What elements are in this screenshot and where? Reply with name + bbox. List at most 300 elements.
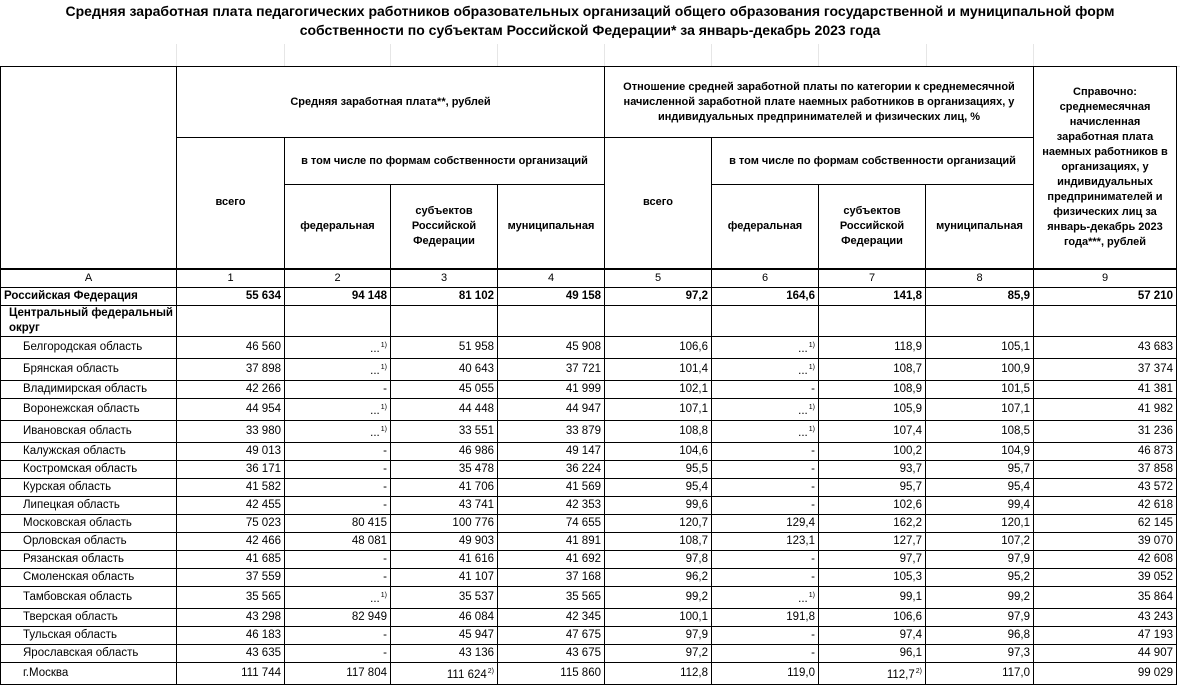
region-name: Воронежская область — [1, 398, 177, 420]
value-cell — [926, 514, 1034, 532]
cell-value: 80 415 — [351, 516, 387, 529]
value-cell — [285, 550, 391, 568]
value-cell — [285, 586, 391, 608]
cell-value: 41 107 — [458, 570, 494, 583]
value-cell — [498, 626, 605, 644]
header-reference: Справочно: среднемесячная начисленная заработная плата наемных работников в организациях, у индивидуальных предпринимателей и физических лиц за январь-декабрь 2023 года***, рублей — [1034, 67, 1177, 269]
cell-value: - — [811, 480, 815, 493]
cell-value: 51 958 — [458, 340, 494, 353]
cell-value: 100,2 — [893, 444, 922, 457]
value-cell — [285, 398, 391, 420]
cell-value: 97,9 — [1007, 552, 1030, 565]
cell-value: 97,2 — [685, 646, 708, 659]
cell-value: 100,1 — [679, 610, 708, 623]
cell-value: 41 582 — [245, 480, 281, 493]
cell-value: - — [811, 498, 815, 511]
value-cell — [926, 550, 1034, 568]
cell-value: 33 551 — [458, 424, 494, 437]
value-cell — [605, 586, 712, 608]
value-cell — [926, 586, 1034, 608]
value-cell — [177, 644, 285, 662]
value-cell — [177, 442, 285, 460]
cell-value: 39 070 — [1137, 534, 1173, 547]
cell-value: 62 145 — [1137, 516, 1173, 529]
cell-value: 41 891 — [565, 534, 601, 547]
value-cell — [605, 358, 712, 380]
region-name: Ярославская область — [1, 644, 177, 662]
cell-value: 101,4 — [679, 362, 708, 375]
cell-value: 97,7 — [899, 552, 922, 565]
total-cell: 164,6 — [712, 287, 819, 305]
cell-value: ... — [798, 592, 808, 605]
value-cell — [605, 568, 712, 586]
cell-value: 44 947 — [565, 402, 601, 415]
value-cell — [177, 608, 285, 626]
value-cell — [498, 496, 605, 514]
value-cell — [177, 478, 285, 496]
value-cell — [1034, 460, 1177, 478]
value-cell — [819, 478, 926, 496]
cell-value: ... — [370, 592, 380, 605]
cell-value: ... — [370, 364, 380, 377]
cell-value: 43 741 — [458, 498, 494, 511]
value-cell — [712, 496, 819, 514]
value-cell — [712, 420, 819, 442]
cell-value: 37 898 — [245, 362, 281, 375]
title-line-1: Средняя заработная плата педагогических работников образовательных организаций общего образования государственной и муниципальной форм — [65, 3, 1115, 19]
cell-value: 75 023 — [245, 516, 281, 529]
cell-value: 105,3 — [893, 570, 922, 583]
cell-value: 97,3 — [1007, 646, 1030, 659]
value-cell — [712, 550, 819, 568]
footnote-mark: 1) — [808, 403, 815, 411]
value-cell — [605, 662, 712, 684]
cell-value: - — [811, 462, 815, 475]
value-cell — [391, 496, 498, 514]
value-cell — [819, 568, 926, 586]
cell-value: 120,7 — [679, 516, 708, 529]
cell-value: 95,4 — [1007, 480, 1030, 493]
header-municipal-2: муниципальная — [926, 185, 1034, 269]
value-cell — [285, 568, 391, 586]
value-cell — [605, 644, 712, 662]
header-subjects-1: субъектов Российской Федерации — [391, 185, 498, 269]
cell-value: 42 455 — [245, 498, 281, 511]
total-cell: 97,2 — [605, 287, 712, 305]
cell-value: 127,7 — [893, 534, 922, 547]
total-row — [1, 287, 1177, 305]
total-row-name: Российская Федерация — [1, 287, 177, 305]
header-total-2: всего — [605, 138, 712, 269]
table-row — [1, 644, 1177, 662]
cell-value: 49 903 — [458, 534, 494, 547]
cell-value: 104,6 — [679, 444, 708, 457]
footnote-mark: 1) — [380, 425, 387, 433]
value-cell — [926, 662, 1034, 684]
table-row — [1, 358, 1177, 380]
table-row — [1, 460, 1177, 478]
value-cell — [712, 608, 819, 626]
table-row — [1, 336, 1177, 358]
column-letters-row — [1, 269, 1177, 288]
value-cell — [1034, 442, 1177, 460]
table-row — [1, 496, 1177, 514]
value-cell — [926, 568, 1034, 586]
cell-value: 42 353 — [565, 498, 601, 511]
col-letter: 6 — [712, 269, 819, 288]
table-row — [1, 398, 1177, 420]
footnote-mark: 1) — [380, 341, 387, 349]
footnote-mark: 1) — [380, 591, 387, 599]
cell-value: 97,8 — [685, 552, 708, 565]
cell-value: 123,1 — [786, 534, 815, 547]
region-name: Рязанская область — [1, 550, 177, 568]
value-cell — [285, 496, 391, 514]
cell-value: - — [811, 646, 815, 659]
value-cell — [926, 398, 1034, 420]
value-cell — [926, 644, 1034, 662]
cell-value: 44 448 — [458, 402, 494, 415]
cell-value: 45 947 — [458, 628, 494, 641]
cell-value: 41 685 — [245, 552, 281, 565]
footnote-mark: 1) — [380, 363, 387, 371]
cell-value: 96,1 — [899, 646, 922, 659]
value-cell — [712, 532, 819, 550]
value-cell — [391, 568, 498, 586]
value-cell — [605, 608, 712, 626]
header-total-1: всего — [177, 138, 285, 269]
value-cell — [285, 644, 391, 662]
value-cell — [819, 644, 926, 662]
value-cell — [712, 644, 819, 662]
cell-value: 108,9 — [893, 382, 922, 395]
cell-value: 37 721 — [565, 362, 601, 375]
value-cell — [605, 380, 712, 398]
value-cell — [498, 380, 605, 398]
cell-value: 33 980 — [245, 424, 281, 437]
cell-value: 82 949 — [351, 610, 387, 623]
region-name: Смоленская область — [1, 568, 177, 586]
header-ratio: Отношение средней заработной платы по категории к среднемесячной начисленной заработной плате наемных работников в организациях, у индивидуальных предпринимателей и физических лиц, % — [605, 67, 1034, 138]
value-cell — [605, 336, 712, 358]
value-cell — [1034, 550, 1177, 568]
region-name: г.Москва — [1, 662, 177, 684]
corner-cell — [1, 67, 177, 269]
footnote-mark: 1) — [808, 425, 815, 433]
cell-value: 43 635 — [245, 646, 281, 659]
cell-value: 106,6 — [679, 340, 708, 353]
value-cell — [285, 478, 391, 496]
value-cell — [498, 514, 605, 532]
value-cell — [1034, 626, 1177, 644]
value-cell — [391, 442, 498, 460]
value-cell — [391, 626, 498, 644]
value-cell — [498, 442, 605, 460]
table-row — [1, 568, 1177, 586]
value-cell — [819, 496, 926, 514]
cell-value: 108,5 — [1001, 424, 1030, 437]
value-cell — [605, 514, 712, 532]
value-cell — [177, 420, 285, 442]
cell-value: 95,7 — [899, 480, 922, 493]
value-cell — [605, 460, 712, 478]
value-cell — [498, 608, 605, 626]
cell-value: 46 084 — [458, 610, 494, 623]
sheet-gridlines — [0, 44, 1180, 67]
value-cell — [498, 358, 605, 380]
total-cell: 94 148 — [285, 287, 391, 305]
value-cell — [177, 496, 285, 514]
cell-value: 102,1 — [679, 382, 708, 395]
cell-value: 119,0 — [787, 666, 815, 679]
table-row — [1, 420, 1177, 442]
cell-value: 162,2 — [893, 516, 922, 529]
cell-value: 108,7 — [679, 534, 708, 547]
header-by-forms-1: в том числе по формам собственности организаций — [285, 138, 605, 185]
value-cell — [819, 336, 926, 358]
header-federal-1: федеральная — [285, 185, 391, 269]
cell-value: - — [811, 444, 815, 457]
value-cell — [391, 550, 498, 568]
value-cell — [819, 460, 926, 478]
cell-value: 99,2 — [685, 590, 708, 603]
cell-value: 33 879 — [565, 424, 601, 437]
value-cell — [177, 550, 285, 568]
value-cell — [498, 478, 605, 496]
cell-value: 74 655 — [565, 516, 601, 529]
total-cell: 141,8 — [819, 287, 926, 305]
table-row — [1, 662, 1177, 684]
value-cell — [498, 532, 605, 550]
header-avg-salary: Средняя заработная плата**, рублей — [177, 67, 605, 138]
col-letter: 5 — [605, 269, 712, 288]
region-name: Курская область — [1, 478, 177, 496]
value-cell — [285, 420, 391, 442]
value-cell — [498, 644, 605, 662]
value-cell — [926, 358, 1034, 380]
value-cell — [712, 442, 819, 460]
cell-value: ... — [798, 342, 808, 355]
value-cell — [285, 380, 391, 398]
cell-value: 42 466 — [245, 534, 281, 547]
region-name: Московская область — [1, 514, 177, 532]
cell-value: 118,9 — [894, 340, 922, 353]
cell-value: 107,4 — [893, 424, 922, 437]
value-cell — [712, 478, 819, 496]
cell-value: - — [811, 382, 815, 395]
cell-value: 100 776 — [452, 516, 494, 529]
cell-value: 42 608 — [1137, 552, 1173, 565]
value-cell — [177, 586, 285, 608]
footnote-mark: 2) — [915, 667, 922, 675]
cell-value: 105,1 — [1001, 340, 1030, 353]
value-cell — [177, 380, 285, 398]
value-cell — [605, 420, 712, 442]
cell-value: 42 345 — [565, 610, 601, 623]
value-cell — [605, 626, 712, 644]
cell-value: - — [383, 444, 387, 457]
value-cell — [712, 586, 819, 608]
col-letter: 3 — [391, 269, 498, 288]
cell-value: 37 559 — [245, 570, 281, 583]
cell-value: - — [383, 480, 387, 493]
cell-value: 37 858 — [1137, 462, 1173, 475]
cell-value: 35 537 — [458, 590, 494, 603]
cell-value: 43 572 — [1137, 480, 1173, 493]
cell-value: ... — [798, 364, 808, 377]
cell-value: 107,2 — [1001, 534, 1030, 547]
value-cell — [498, 662, 605, 684]
cell-value: 111 624 — [446, 668, 487, 681]
value-cell — [605, 550, 712, 568]
value-cell — [926, 336, 1034, 358]
region-name: Калужская область — [1, 442, 177, 460]
cell-value: - — [811, 552, 815, 565]
cell-value: 41 982 — [1137, 402, 1173, 415]
value-cell — [285, 442, 391, 460]
cell-value: 46 183 — [245, 628, 281, 641]
value-cell — [1034, 398, 1177, 420]
value-cell — [1034, 662, 1177, 684]
cell-value: 102,6 — [893, 498, 922, 511]
value-cell — [605, 442, 712, 460]
value-cell — [285, 662, 391, 684]
value-cell — [177, 514, 285, 532]
cell-value: 97,9 — [685, 628, 708, 641]
cell-value: 49 013 — [245, 444, 281, 457]
footnote-mark: 1) — [808, 591, 815, 599]
table-row — [1, 478, 1177, 496]
value-cell — [498, 336, 605, 358]
cell-value: 112,8 — [680, 666, 708, 679]
value-cell — [177, 532, 285, 550]
group-name: Центральный федеральный округ — [1, 305, 177, 336]
cell-value: 95,5 — [685, 462, 708, 475]
value-cell — [391, 358, 498, 380]
cell-value: 43 683 — [1137, 340, 1173, 353]
cell-value: ... — [370, 426, 380, 439]
cell-value: 99 029 — [1137, 666, 1173, 679]
table-row — [1, 586, 1177, 608]
cell-value: 41 616 — [458, 552, 494, 565]
table-row — [1, 626, 1177, 644]
value-cell — [498, 550, 605, 568]
value-cell — [498, 398, 605, 420]
cell-value: 108,7 — [893, 362, 922, 375]
value-cell — [926, 496, 1034, 514]
cell-value: 47 675 — [565, 628, 601, 641]
group-row — [1, 305, 1177, 336]
cell-value: 112,7 — [886, 668, 915, 681]
value-cell — [605, 478, 712, 496]
value-cell — [177, 460, 285, 478]
region-name: Брянская область — [1, 358, 177, 380]
cell-value: 44 907 — [1137, 646, 1173, 659]
table-row — [1, 442, 1177, 460]
value-cell — [1034, 514, 1177, 532]
value-cell — [1034, 608, 1177, 626]
value-cell — [819, 626, 926, 644]
region-name: Липецкая область — [1, 496, 177, 514]
value-cell — [391, 398, 498, 420]
cell-value: 35 565 — [245, 590, 281, 603]
value-cell — [712, 358, 819, 380]
footnote-mark: 1) — [808, 363, 815, 371]
value-cell — [391, 336, 498, 358]
value-cell — [712, 568, 819, 586]
cell-value: 104,9 — [1001, 444, 1030, 457]
table-row — [1, 608, 1177, 626]
cell-value: 43 136 — [458, 646, 494, 659]
value-cell — [1034, 420, 1177, 442]
value-cell — [177, 398, 285, 420]
value-cell — [712, 398, 819, 420]
value-cell — [926, 380, 1034, 398]
value-cell — [285, 608, 391, 626]
value-cell — [498, 420, 605, 442]
page-title — [0, 0, 1180, 44]
cell-value: 99,6 — [685, 498, 708, 511]
value-cell — [1034, 358, 1177, 380]
cell-value: 105,9 — [893, 402, 922, 415]
value-cell — [285, 460, 391, 478]
region-name: Костромская область — [1, 460, 177, 478]
cell-value: 117,0 — [1002, 666, 1030, 679]
cell-value: 93,7 — [899, 462, 922, 475]
total-cell: 55 634 — [177, 287, 285, 305]
value-cell — [391, 608, 498, 626]
cell-value: 101,5 — [1001, 382, 1030, 395]
total-cell: 57 210 — [1034, 287, 1177, 305]
value-cell — [285, 532, 391, 550]
cell-value: - — [811, 628, 815, 641]
cell-value: 45 055 — [458, 382, 494, 395]
value-cell — [1034, 478, 1177, 496]
value-cell — [1034, 496, 1177, 514]
cell-value: ... — [798, 404, 808, 417]
cell-value: 39 052 — [1137, 570, 1173, 583]
cell-value: 43 675 — [565, 646, 601, 659]
value-cell — [926, 608, 1034, 626]
total-cell: 49 158 — [498, 287, 605, 305]
header-municipal-1: муниципальная — [498, 185, 605, 269]
cell-value: 35 864 — [1137, 590, 1173, 603]
value-cell — [285, 336, 391, 358]
value-cell — [926, 532, 1034, 550]
value-cell — [1034, 532, 1177, 550]
cell-value: 45 908 — [565, 340, 601, 353]
region-name: Орловская область — [1, 532, 177, 550]
value-cell — [819, 398, 926, 420]
value-cell — [819, 442, 926, 460]
cell-value: 46 560 — [245, 340, 281, 353]
value-cell — [391, 662, 498, 684]
cell-value: 36 224 — [565, 462, 601, 475]
value-cell — [819, 586, 926, 608]
value-cell — [285, 514, 391, 532]
value-cell — [712, 460, 819, 478]
col-letter: 9 — [1034, 269, 1177, 288]
footnote-mark: 1) — [380, 403, 387, 411]
cell-value: 95,7 — [1007, 462, 1030, 475]
value-cell — [177, 336, 285, 358]
cell-value: 41 381 — [1137, 382, 1173, 395]
value-cell — [926, 626, 1034, 644]
cell-value: 37 374 — [1137, 362, 1173, 375]
cell-value: 43 243 — [1137, 610, 1173, 623]
value-cell — [712, 336, 819, 358]
table-row — [1, 514, 1177, 532]
